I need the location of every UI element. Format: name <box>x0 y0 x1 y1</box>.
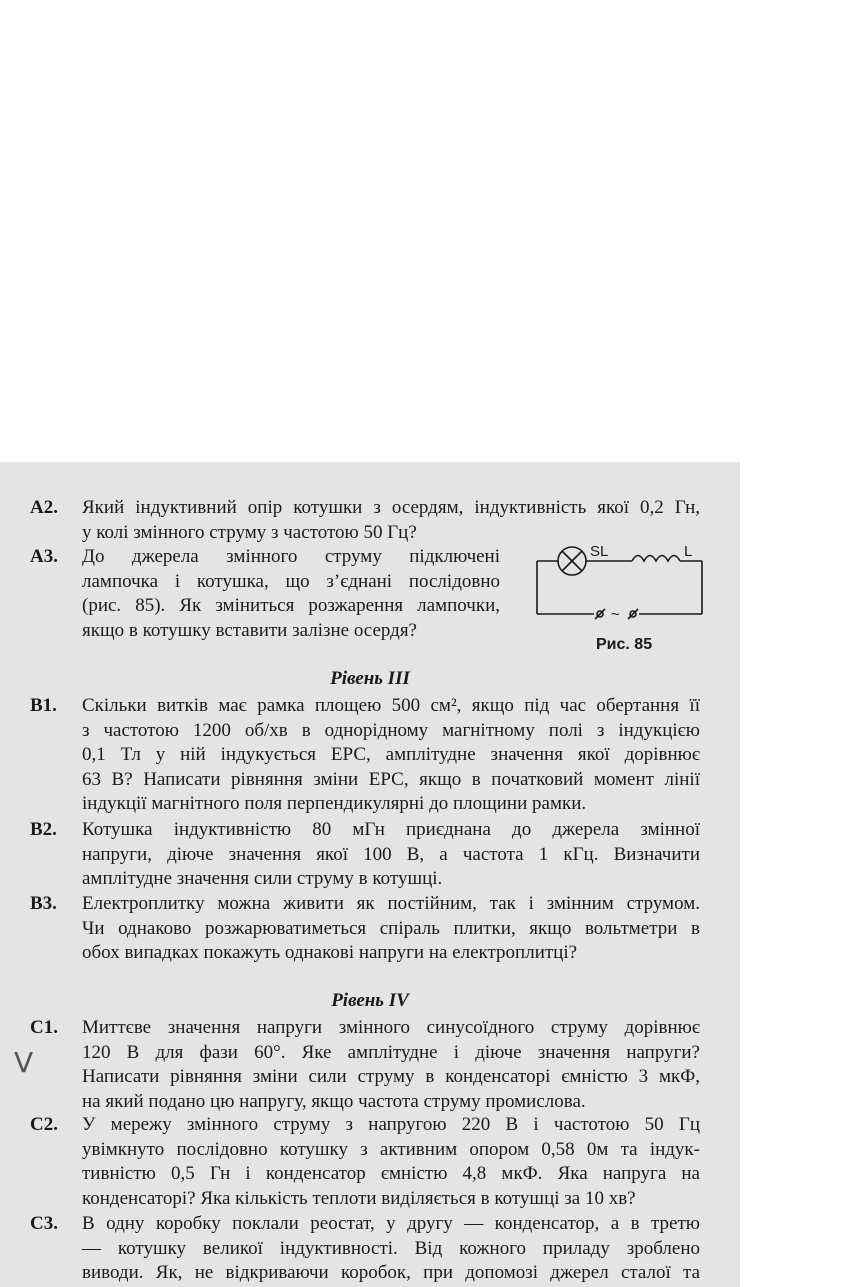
figure-label-l: L <box>684 543 693 560</box>
problem-line: Котушка індуктивністю 80 мГн приєднана до джерела змінної <box>82 819 700 840</box>
circuit-diagram <box>534 540 714 626</box>
section-heading: Рівень ІІІ <box>330 668 410 689</box>
problem-line: 120 В для фази 60°. Яке амплітудне і діюче значення напруги? <box>82 1041 700 1063</box>
problem-number: А2. <box>30 497 58 518</box>
problem-line: У мережу змінного струму з напругою 220 В і частотою 50 Гц <box>82 1114 700 1135</box>
figure-source-symbol: ~ <box>611 606 620 623</box>
problem-line: 63 В? Написати рівняння зміни ЕРС, якщо в початковий момент лінії <box>82 768 700 790</box>
problem-line: індукції магнітного поля перпендикулярні до площини рамки. <box>82 793 587 814</box>
problem-line: В одну коробку поклали реостат, у другу — конденсатор, а в третю <box>82 1213 700 1234</box>
problem-line: на який подано цю напругу, якщо частота струму промислова. <box>82 1090 586 1112</box>
problem-line: увімкнуто послідовно котушку з активним опором 0,58 0м та індук- <box>82 1138 700 1160</box>
problem-line: Який індуктивний опір котушки з осердям, індуктивність якої 0,2 Гн, <box>82 497 700 518</box>
problem-line: якщо в котушку вставити залізне осердя? <box>82 619 417 641</box>
problem-line: Миттєве значення напруги змінного синусоїдного струму дорівнює <box>82 1017 700 1038</box>
problem-number: В2. <box>30 819 57 840</box>
problem-line: — котушку великої індуктивності. Від кожного приладу зроблено <box>82 1237 700 1259</box>
problem-line: Електроплитку можна живити як постійним, так і змінним струмом. <box>82 893 700 914</box>
problem-line: виводи. Як, не відкриваючи коробок, при допомозі джерел сталої та <box>82 1262 700 1283</box>
problem-line: 0,1 Тл у ній індукується ЕРС, амплітудне значення якої дорівнює <box>82 744 700 765</box>
problem-number: А3. <box>30 546 58 567</box>
problem-number: В1. <box>30 695 57 716</box>
problem-line: Чи однаково розжарюватиметься спіраль плитки, якщо вольтметри в <box>82 917 700 939</box>
problem-line: Скільки витків має рамка площею 500 см², якщо під час обертання її <box>82 695 700 716</box>
section-heading: Рівень IV <box>331 990 409 1011</box>
problem-line: Написати рівняння зміни сили струму в конденсаторі ємністю 3 мкФ, <box>82 1066 700 1087</box>
problem-line: (рис. 85). Як зміниться розжарення лампочки, <box>82 595 500 616</box>
figure-label-sl: SL <box>590 543 609 560</box>
problem-number: В3. <box>30 893 57 914</box>
problem-number: С1. <box>30 1017 58 1038</box>
problem-number: С3. <box>30 1213 58 1234</box>
problem-line: обох випадках покажуть однакові напруги на електроплитці? <box>82 942 578 963</box>
problem-number: С2. <box>30 1114 58 1135</box>
problem-line: тивністю 0,5 Гн і конденсатор ємністю 4,8 мкФ. Яка напруга на <box>82 1163 700 1184</box>
problem-line: напруги, діюче значення якої 100 В, а частота 1 кГц. Визначити <box>82 843 700 865</box>
problem-line: До джерела змінного струму підключені <box>82 546 500 567</box>
problem-line: лампочка і котушка, що з’єднані послідовно <box>82 570 500 592</box>
figure-caption: Рис. 85 <box>596 636 653 653</box>
coil-icon <box>632 556 680 562</box>
problem-line: з частотою 1200 об/хв в однорідному магнітному полі з індукцією <box>82 719 700 741</box>
margin-mark: V <box>14 1046 34 1079</box>
problem-line: конденсаторі? Яка кількість теплоти виділяється в котушці за 10 хв? <box>82 1187 636 1209</box>
problem-line: у колі змінного струму з частотою 50 Гц? <box>82 521 417 543</box>
problem-line: амплітудне значення сили струму в котушці. <box>82 868 443 889</box>
